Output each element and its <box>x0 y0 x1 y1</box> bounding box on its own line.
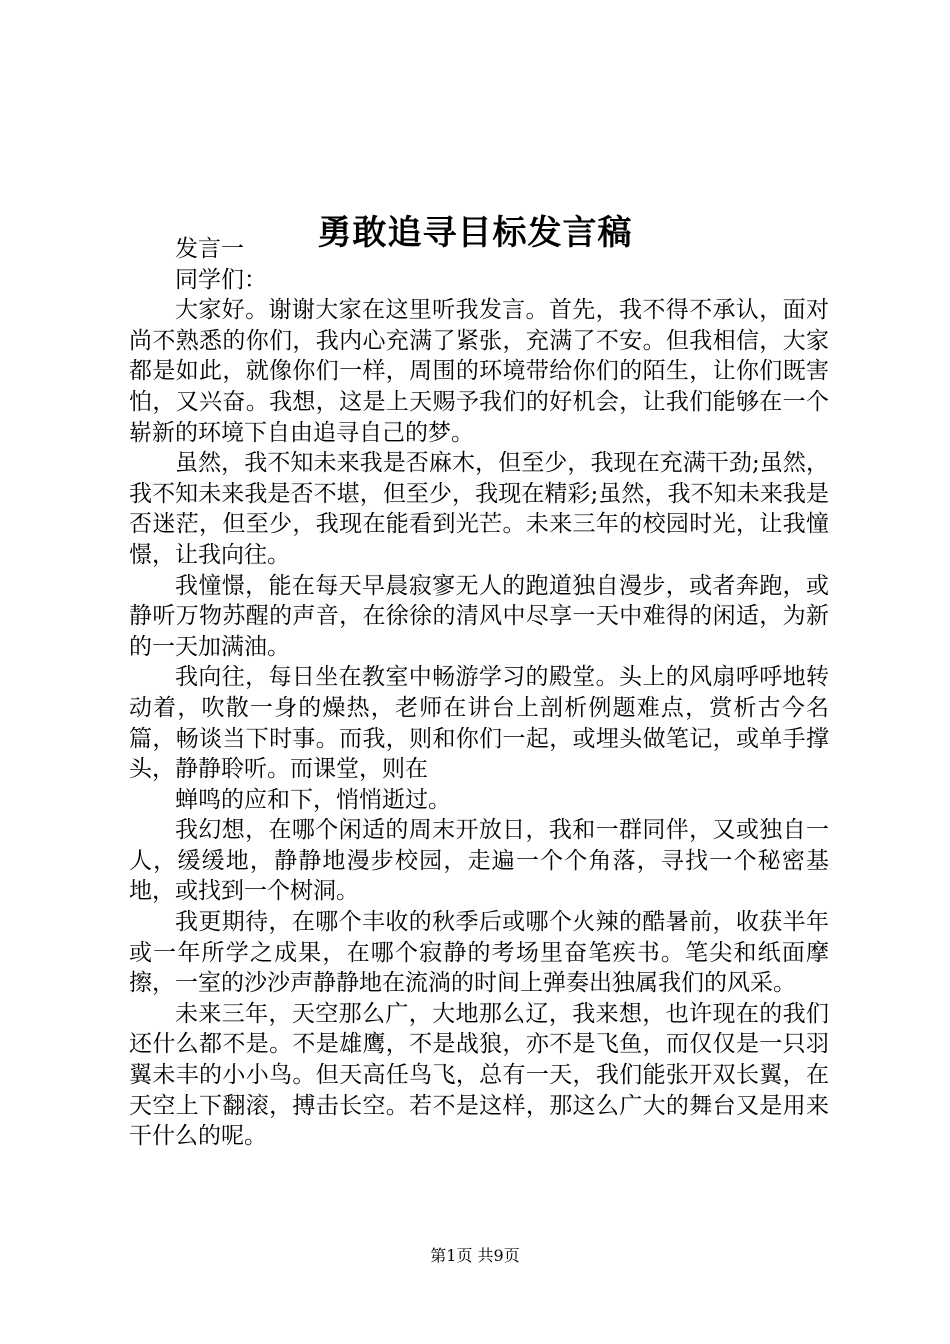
paragraph: 未来三年，天空那么广，大地那么辽，我来想，也许现在的我们还什么都不是。不是雄鹰，不是战狼，亦不是飞鱼，而仅仅是一只羽翼未丰的小小鸟。但天高任鸟飞，总有一天，我们能张开双长翼，在天空上下翻滚，搏击长空。若不是这样，那这么广大的舞台又是用来干什么的呢。 <box>129 1000 829 1150</box>
paragraph: 我憧憬，能在每天早晨寂寥无人的跑道独自漫步，或者奔跑，或静听万物苏醒的声音，在徐徐的清风中尽享一天中难得的闲适，为新的一天加满油。 <box>129 572 829 660</box>
paragraph-speech-label: 发言一 <box>175 236 244 262</box>
paragraph: 我向往，每日坐在教室中畅游学习的殿堂。头上的风扇呼呼地转动着，吹散一身的燥热，老师在讲台上剖析例题难点，赏析古今名篇，畅谈当下时事。而我，则和你们一起，或埋头做笔记，或单手撑头，静静聆听。而课堂，则在 <box>129 664 829 783</box>
paragraph: 虽然，我不知未来我是否麻木，但至少，我现在充满干劲;虽然，我不知未来我是否不堪，但至少，我现在精彩;虽然，我不知未来我是否迷茫，但至少，我现在能看到光芒。未来三年的校园时光，让我憧憬，让我向往。 <box>129 450 829 568</box>
paragraph: 蝉鸣的应和下，悄悄逝过。 <box>175 786 451 813</box>
paragraph: 我更期待，在哪个丰收的秋季后或哪个火辣的酷暑前，收获半年或一年所学之成果，在哪个寂静的考场里奋笔疾书。笔尖和纸面摩擦，一室的沙沙声静静地在流淌的时间上弹奏出独属我们的风采。 <box>129 909 829 997</box>
page-footer: 第1页 共9页 <box>430 1246 520 1265</box>
document-title: 勇敢追寻目标发言稿 <box>317 212 633 253</box>
paragraph-salutation: 同学们： <box>175 266 267 293</box>
paragraph: 大家好。谢谢大家在这里听我发言。首先，我不得不承认，面对尚不熟悉的你们，我内心充满了紧张，充满了不安。但我相信，大家都是如此，就像你们一样，周围的环境带给你们的陌生，让你们既害怕，又兴奋。我想，这是上天赐予我们的好机会，让我们能够在一个崭新的环境下自由追寻自己的梦。 <box>129 297 829 446</box>
document-body <box>129 234 829 1152</box>
paragraph: 我幻想，在哪个闲适的周末开放日，我和一群同伴，又或独自一人，缓缓地，静静地漫步校园，走遍一个个角落，寻找一个秘密基地，或找到一个树洞。 <box>129 817 829 905</box>
